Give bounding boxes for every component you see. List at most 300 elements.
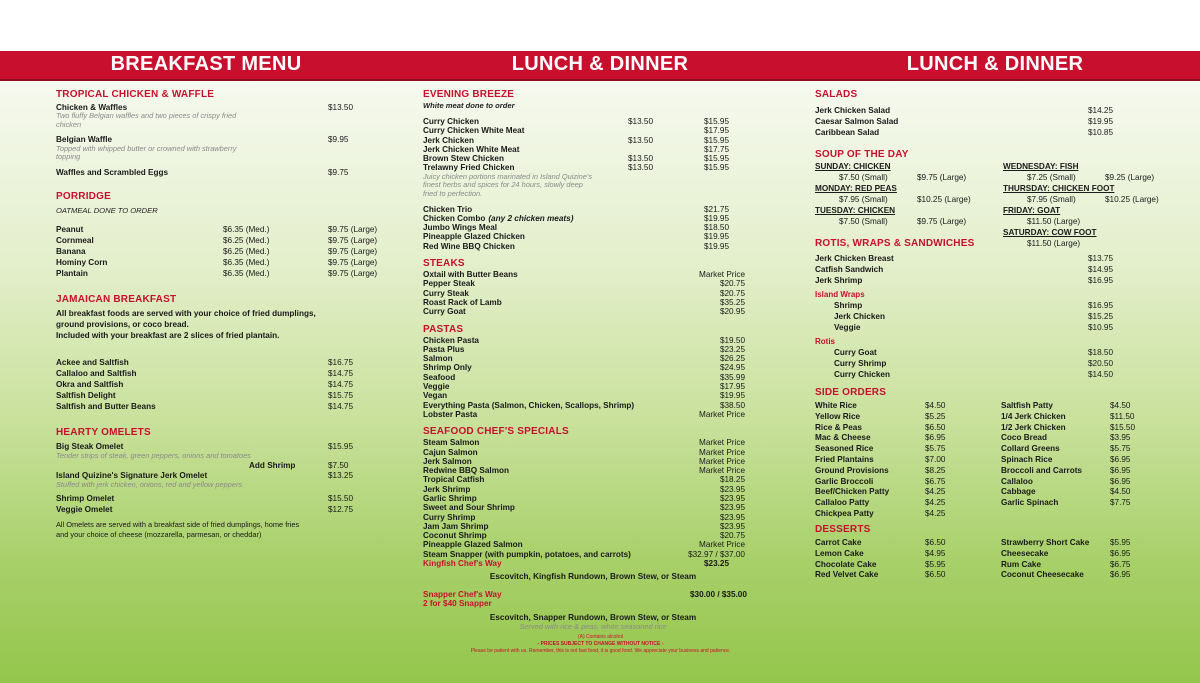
item-name: Pepper Steak [423, 279, 475, 289]
item-name: Cheesecake [1001, 548, 1049, 558]
soup-large: $9.75 (Large) [917, 217, 967, 226]
item-note: (any 2 chicken meats) [488, 213, 574, 223]
menu-item [423, 448, 763, 457]
item-price: $23.95 [719, 503, 745, 513]
menu-item [815, 498, 965, 509]
item-price: $6.95 [925, 433, 946, 443]
item-price: $19.50 [719, 335, 745, 345]
steaks-list [423, 270, 763, 316]
soup-small: $11.50 (Large) [1027, 217, 1081, 226]
soup-small: $7.25 (Small) [1027, 173, 1076, 182]
item-name: White Rice [815, 401, 857, 410]
item-name: Redwine BBQ Salmon [423, 466, 509, 476]
item-name: Red Velvet Cake [815, 570, 879, 580]
menu-item [423, 522, 763, 531]
menu-item [815, 477, 965, 488]
item-price: $5.25 [925, 411, 946, 421]
item-price: $38.50 [719, 400, 745, 410]
menu-item [815, 369, 1175, 380]
item-price: $17.95 [704, 126, 730, 136]
menu-item [815, 322, 1175, 333]
menu-item [815, 253, 1175, 264]
item-price: $18.25 [719, 475, 745, 485]
item-price: $10.95 [1088, 323, 1114, 332]
snapper-options: Escovitch, Snapper Rundown, Brown Stew, or Steam [489, 613, 697, 623]
item-name: Jerk Chicken White Meat [423, 144, 520, 154]
menu-item [815, 105, 1175, 116]
item-name: Curry Shrimp [423, 512, 476, 522]
item-name: Curry Chicken [834, 370, 890, 379]
menu-item [423, 345, 763, 354]
item-price: $13.50 [628, 163, 654, 173]
item-price: $23.95 [719, 512, 745, 522]
menu-item [423, 550, 763, 559]
item-name: Jerk Shrimp [423, 484, 471, 494]
menu-item [423, 163, 763, 172]
item-price: $4.25 [925, 498, 946, 508]
item-name: Curry Steak [423, 288, 469, 298]
menu-item [56, 268, 386, 279]
item-price: $19.95 [1088, 117, 1114, 126]
item-price: $6.95 [1110, 465, 1131, 475]
item-name: Steam Salmon [423, 438, 480, 448]
menu-item [815, 127, 1175, 138]
item-name: Chocolate Cake [815, 559, 877, 569]
item-name: Jerk Shrimp [815, 276, 863, 285]
item-price: $6.95 [1110, 570, 1131, 580]
item-price: $20.75 [719, 288, 745, 298]
soup-large: $9.75 (Large) [917, 173, 967, 182]
item-name: Garlic Shrimp [423, 493, 477, 503]
item-price: $15.95 [704, 154, 730, 164]
menu-item [423, 117, 763, 126]
item-description: Two fluffy Belgian waffles and two pieces of crispy fried chicken [56, 111, 237, 129]
item-description: Juicy chicken portions marinated in Island Quizine's finest herbs and spices for 24 hours, slowly deep fried to perfection. [423, 171, 593, 198]
item-name: Coconut Shrimp [423, 531, 487, 541]
item-price: $20.50 [1088, 359, 1114, 368]
soup-day: FRIDAY: GOAT [1003, 206, 1061, 215]
pastas-list [423, 336, 763, 420]
item-price: Market Price [699, 270, 745, 280]
soup-prices [1003, 238, 1173, 249]
item-name: Garlic Spinach [1001, 498, 1059, 508]
menu-item [1001, 498, 1151, 509]
item-price: $16.95 [1088, 301, 1114, 310]
desserts-right [1001, 538, 1151, 581]
item-price: $18.50 [704, 223, 730, 233]
item-price: $23.95 [719, 484, 745, 494]
item-name: Everything Pasta (Salmon, Chicken, Scallops, Shrimp) [423, 400, 635, 410]
wraps-list [815, 300, 1175, 333]
item-name: Beef/Chicken Patty [815, 487, 890, 497]
soup-right [1003, 161, 1173, 249]
item-name: Okra and Saltfish [56, 380, 124, 390]
item-price: $14.75 [328, 402, 354, 412]
item-price: $15.25 [1088, 312, 1114, 321]
item-price: $5.75 [1110, 444, 1131, 454]
menu-item [423, 270, 763, 279]
item-price: $4.25 [925, 487, 946, 497]
item-price: $4.50 [1110, 487, 1131, 497]
rotis-sub-list [815, 347, 1175, 380]
menu-item: Shrimp Omelet $15.50 [56, 494, 354, 504]
menu-item [423, 457, 763, 466]
item-name: Rum Cake [1001, 559, 1042, 569]
menu-item [423, 214, 763, 223]
section-text: All breakfast foods are served with your choice of fried dumplings, [56, 309, 316, 319]
item-name: Pineapple Glazed Chicken [423, 232, 525, 242]
item-price: $6.75 [925, 476, 946, 486]
item-price: $14.75 [328, 380, 354, 390]
item-name: 1/4 Jerk Chicken [1001, 411, 1066, 421]
menu-item [423, 298, 763, 307]
item-name: Plantain [56, 269, 88, 279]
menu-item [423, 126, 763, 135]
item-name: Curry Chicken White Meat [423, 126, 525, 136]
menu-item [815, 570, 965, 581]
lunch-column-1 [423, 88, 763, 631]
item-name: 1/2 Jerk Chicken [1001, 422, 1066, 432]
item-price: $14.95 [1088, 265, 1114, 274]
menu-item [815, 509, 965, 520]
item-name: Curry Goat [834, 348, 877, 357]
item-name: Shrimp [834, 301, 863, 310]
item-name: Jumbo Wings Meal [423, 223, 498, 233]
item-name: Coconut Cheesecake [1001, 570, 1084, 580]
lunch-dinner-header-2: LUNCH & DINNER [906, 53, 1084, 75]
item-price: $35.25 [719, 297, 745, 307]
soup-large: $10.25 (Large) [917, 195, 971, 204]
menu-item [423, 410, 763, 419]
menu-item [1001, 466, 1151, 477]
menu-item [423, 373, 763, 382]
item-name: Curry Goat [423, 307, 466, 317]
menu-item [423, 232, 763, 241]
item-description: Stuffed with jerk chicken, onions, red and yellow peppers [56, 479, 243, 489]
item-price: $6.95 [1110, 476, 1131, 486]
menu-item [815, 347, 1175, 358]
item-price: $23.95 [719, 521, 745, 531]
salads-list [815, 105, 1175, 138]
item-name: Steam Snapper (with pumpkin, potatoes, and carrots) [423, 549, 631, 559]
menu-item [815, 423, 965, 434]
item-price: $20.75 [719, 279, 745, 289]
soup-small: $7.50 (Small) [839, 173, 888, 182]
menu-item [56, 379, 386, 390]
item-name: Spinach Rice [1001, 454, 1053, 464]
snapper-description: Served with rice & peas, white seasoned rice [519, 621, 667, 631]
item-price: $5.95 [925, 559, 946, 569]
subsection-title-rotis: Rotis [815, 337, 835, 346]
item-name: Callaloo and Saltfish [56, 369, 137, 379]
menu-item [1001, 477, 1151, 488]
menu-item [815, 300, 1175, 311]
item-price: $19.95 [719, 391, 745, 401]
item-price: $5.75 [925, 444, 946, 454]
item-price: $5.95 [1110, 538, 1131, 547]
item-price: Market Price [699, 456, 745, 466]
menu-item [423, 438, 763, 447]
item-name: Jerk Chicken [834, 312, 885, 321]
section-title-soup: SOUP OF THE DAY [815, 149, 909, 160]
item-price: $8.25 [925, 465, 946, 475]
item-price: $16.75 [328, 358, 354, 368]
item-price: $15.50 [1110, 422, 1136, 432]
soup-day: MONDAY: RED PEAS [815, 184, 897, 193]
item-name: Pineapple Glazed Salmon [423, 540, 523, 550]
soup-prices [1003, 194, 1173, 205]
menu-item [423, 382, 763, 391]
item-name: Peanut [56, 225, 84, 235]
item-name: Coco Bread [1001, 433, 1047, 443]
item-price: $4.50 [1110, 401, 1131, 410]
item-price: $32.97 / $37.00 [688, 549, 745, 559]
item-price: $6.25 (Med.) [223, 236, 270, 246]
menu-item [423, 307, 763, 316]
section-title-salads: SALADS [815, 89, 858, 100]
item-name: Caribbean Salad [815, 128, 880, 137]
section-title-porridge: PORRIDGE [56, 191, 111, 203]
item-price: $26.25 [719, 354, 745, 364]
menu-item [815, 466, 965, 477]
item-name: Chicken Combo [423, 213, 486, 223]
breakfast-header: BREAKFAST MENU [110, 53, 302, 75]
item-price: Market Price [699, 540, 745, 550]
soup-prices [815, 194, 995, 205]
menu-item [1001, 560, 1151, 571]
item-name: Chickpea Patty [815, 508, 874, 518]
item-price: $9.75 (Large) [328, 258, 378, 268]
menu-item [815, 401, 965, 412]
item-price: $6.25 (Med.) [223, 247, 270, 257]
menu-item: Chicken & Waffles $13.50 [56, 103, 354, 112]
item-name: Garlic Broccoli [815, 476, 874, 486]
section-title-omelets: HEARTY OMELETS [56, 427, 151, 439]
item-name: Veggie [423, 382, 450, 392]
item-name: Callaloo Patty [815, 498, 870, 508]
item-name: Roast Rack of Lamb [423, 297, 502, 307]
menu-item [815, 455, 965, 466]
menu-item [56, 368, 386, 379]
menu-item [1001, 401, 1151, 412]
item-name: Pasta Plus [423, 344, 465, 354]
menu-item [815, 433, 965, 444]
menu-item [815, 264, 1175, 275]
menu-item: Big Steak Omelet $15.95 [56, 442, 354, 452]
sides-right [1001, 401, 1151, 509]
porridge-list [56, 224, 386, 279]
item-price: $6.35 (Med.) [223, 269, 270, 279]
item-name: Cabbage [1001, 487, 1036, 497]
item-name: Catfish Sandwich [815, 265, 884, 274]
rotis-list [815, 253, 1175, 286]
item-name: Banana [56, 247, 86, 257]
menu-item [815, 275, 1175, 286]
item-price: $21.75 [704, 204, 730, 214]
menu-item [815, 311, 1175, 322]
item-price: $9.75 (Large) [328, 236, 378, 246]
item-name: Chicken Pasta [423, 335, 479, 345]
breeze-list-2 [423, 205, 763, 251]
soup-day: SUNDAY: CHICKEN [815, 162, 891, 171]
item-price: $20.95 [719, 307, 745, 317]
item-price: $19.95 [704, 213, 730, 223]
menu-item [423, 391, 763, 400]
menu-item [1001, 433, 1151, 444]
menu-item-kingfish: Kingfish Chef's Way $23.25 [423, 559, 730, 569]
menu-item [423, 354, 763, 363]
section-title-desserts: DESSERTS [815, 524, 871, 535]
footer-prices: - PRICES SUBJECT TO CHANGE WITHOUT NOTICE - [537, 641, 664, 647]
item-name: Cornmeal [56, 236, 94, 246]
item-name: Jerk Chicken [423, 135, 474, 145]
item-price: $9.75 (Large) [328, 247, 378, 257]
soup-large: $10.25 (Large) [1105, 195, 1159, 204]
seafood-list [423, 438, 763, 559]
item-name: Sweet and Sour Shrimp [423, 503, 515, 513]
item-name: Jerk Chicken Breast [815, 254, 894, 263]
menu-item [423, 363, 763, 372]
item-name: Seasoned Rice [815, 444, 874, 454]
item-name: Curry Chicken [423, 117, 479, 126]
item-name: Veggie [834, 323, 861, 332]
item-price: $23.95 [719, 493, 745, 503]
item-price: $14.25 [1088, 106, 1114, 115]
menu-item [423, 279, 763, 288]
item-price: $15.95 [704, 117, 730, 126]
item-name: Callaloo [1001, 476, 1033, 486]
menu-item [1001, 444, 1151, 455]
menu-item-snapper: Snapper Chef's Way $30.00 / $35.00 [423, 589, 747, 599]
item-name: Fried Plantains [815, 454, 874, 464]
breakfast-column [56, 88, 386, 541]
item-price: $17.75 [704, 144, 730, 154]
section-title-jamaican: JAMAICAN BREAKFAST [56, 294, 177, 306]
menu-item [423, 494, 763, 503]
item-price: $13.50 [628, 154, 654, 164]
section-title-pastas: PASTAS [423, 323, 464, 335]
item-price: $24.95 [719, 363, 745, 373]
menu-item [423, 154, 763, 163]
footer-alcohol: (A) Contains alcohol [577, 634, 624, 640]
item-name: Collard Greens [1001, 444, 1060, 454]
menu-item [1001, 538, 1151, 549]
section-note: White meat done to order [423, 101, 515, 110]
lunch-column-2 [815, 88, 1175, 583]
item-name: Ground Provisions [815, 465, 889, 475]
item-price: $6.95 [1110, 454, 1131, 464]
item-price: $6.95 [1110, 548, 1131, 558]
item-name: Oxtail with Butter Beans [423, 270, 518, 280]
item-price: $6.50 [925, 538, 946, 547]
soup-small: $7.95 (Small) [839, 195, 888, 204]
menu-item [56, 401, 386, 412]
menu-item [1001, 549, 1151, 560]
item-price: $17.95 [719, 382, 745, 392]
menu-item [423, 205, 763, 214]
menu-item [423, 289, 763, 298]
menu-item [1001, 455, 1151, 466]
section-text: Included with your breakfast are 2 slices of fried plantain. [56, 331, 280, 341]
item-price: $4.25 [925, 508, 946, 518]
item-name: Ackee and Saltfish [56, 358, 129, 368]
item-price: $9.75 (Large) [328, 269, 378, 279]
item-price: $23.25 [719, 344, 745, 354]
section-title-steaks: STEAKS [423, 258, 465, 270]
item-price: $18.50 [1088, 348, 1114, 357]
item-name: Saltfish Patty [1001, 401, 1053, 410]
item-price: Market Price [699, 409, 745, 419]
item-price: Market Price [699, 438, 745, 448]
soup-day: TUESDAY: CHICKEN [815, 206, 896, 215]
menu-item [815, 116, 1175, 127]
item-price: $11.50 [1110, 411, 1135, 421]
snapper-deal: 2 for $40 Snapper [423, 598, 492, 608]
menu-item [423, 475, 763, 484]
menu-item: Add Shrimp $7.50 [249, 461, 349, 471]
kingfish-options: Escovitch, Kingfish Rundown, Brown Stew, or Steam [489, 572, 697, 582]
menu-item [423, 540, 763, 549]
item-name: Mac & Cheese [815, 433, 871, 443]
menu-item [423, 485, 763, 494]
soup-prices [1003, 216, 1173, 227]
menu-item [56, 357, 386, 368]
item-price: $13.50 [628, 117, 654, 126]
soup-day: THURSDAY: CHICKEN FOOT [1003, 184, 1115, 193]
menu-item [423, 503, 763, 512]
item-name: Chicken Trio [423, 204, 473, 214]
soup-small: $11.50 (Large) [1027, 239, 1081, 248]
item-price: $19.95 [704, 241, 730, 251]
menu-item: Island Quizine's Signature Jerk Omelet $13.25 [56, 471, 354, 481]
item-name: Curry Shrimp [834, 359, 887, 368]
breeze-list [423, 117, 763, 173]
lunch-dinner-header-1: LUNCH & DINNER [511, 53, 689, 75]
omelet-note: All Omelets are served with a breakfast side of fried dumplings, home fries and your choice of cheese (mozzarella, parmesan, or cheddar) [56, 519, 300, 540]
item-price: $3.95 [1110, 433, 1131, 443]
menu-item [56, 224, 386, 235]
item-name: Jerk Chicken Salad [815, 106, 891, 115]
menu-item: Veggie Omelet $12.75 [56, 504, 354, 514]
item-price: $14.50 [1088, 370, 1114, 379]
item-name: Vegan [423, 391, 448, 401]
section-title-tropical: TROPICAL CHICKEN & WAFFLE [56, 89, 215, 100]
menu-item [423, 336, 763, 345]
menu-item [423, 401, 763, 410]
item-name: Hominy Corn [56, 258, 108, 268]
item-price: $16.95 [1088, 276, 1114, 285]
menu-item: Belgian Waffle $9.95 [56, 135, 349, 145]
item-name: Saltfish Delight [56, 391, 116, 401]
item-price: $15.95 [704, 163, 730, 173]
soup-prices [1003, 172, 1173, 183]
item-name: Jerk Salmon [423, 456, 472, 466]
jamaican-list [56, 357, 386, 412]
item-price: $6.75 [1110, 559, 1131, 569]
soup-large: $9.25 (Large) [1105, 173, 1155, 182]
menu-item [815, 487, 965, 498]
item-price: $20.75 [719, 531, 745, 541]
item-price: $7.75 [1110, 498, 1131, 508]
item-name: Strawberry Short Cake [1001, 538, 1090, 547]
item-description: Tender strips of steak, green peppers, onions and tomatoes [56, 450, 251, 460]
desserts-grid [815, 538, 1175, 583]
menu-item [1001, 412, 1151, 423]
menu-item [815, 538, 965, 549]
item-price: $6.50 [925, 570, 946, 580]
item-price: $6.50 [925, 422, 946, 432]
menu-item [423, 145, 763, 154]
